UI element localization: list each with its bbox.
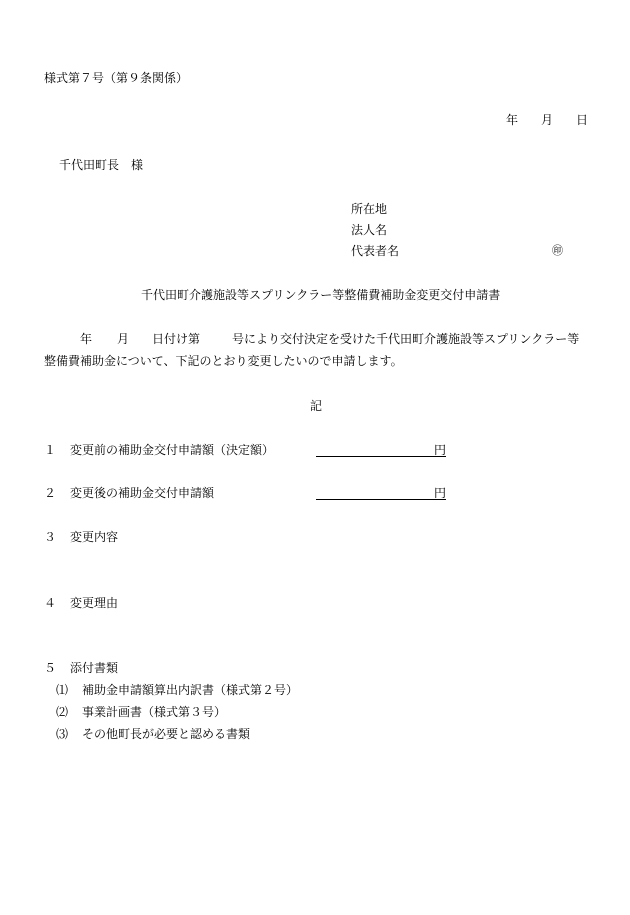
attachment-number: ⑵ <box>56 705 69 719</box>
address-label: 所在地 <box>351 202 388 216</box>
amount-before-field[interactable] <box>316 442 446 457</box>
yen-unit: 円 <box>434 443 447 457</box>
item-number: ２ <box>44 486 57 500</box>
item-label: 変更前の補助金交付申請額（決定額） <box>70 443 275 457</box>
addressee: 千代田町長 様 <box>59 158 144 172</box>
body-month-label: 月 <box>117 332 130 346</box>
body-line1-rest: 号により交付決定を受けた千代田町介護施設等スプリンクラー等 <box>232 332 580 346</box>
body-year-label: 年 <box>80 332 93 346</box>
ki-heading: 記 <box>310 399 323 413</box>
representative-label: 代表者名 <box>351 244 400 258</box>
form-number: 様式第７号（第９条関係） <box>44 71 189 85</box>
item-label: 変更後の補助金交付申請額 <box>70 486 215 500</box>
item-label: 変更内容 <box>70 530 119 544</box>
body-dated-label: 日付け第 <box>152 332 201 346</box>
attachment-number: ⑶ <box>56 727 69 741</box>
item-number: ４ <box>44 596 57 610</box>
document-title: 千代田町介護施設等スプリンクラー等整備費補助金変更交付申請書 <box>141 288 501 302</box>
attachment-label: その他町長が必要と認める書類 <box>82 727 251 741</box>
attachment-number: ⑴ <box>56 683 69 697</box>
item-label: 変更理由 <box>70 596 119 610</box>
corporation-name-label: 法人名 <box>351 223 388 237</box>
body-line2: 整備費補助金について、下記のとおり変更したいので申請します。 <box>44 354 403 368</box>
item-label: 添付書類 <box>70 661 119 675</box>
yen-unit: 円 <box>434 486 447 500</box>
item-number: ５ <box>44 661 57 675</box>
attachment-label: 事業計画書（様式第３号） <box>82 705 227 719</box>
seal-mark: ㊞ <box>552 244 563 257</box>
item-number: ３ <box>44 530 57 544</box>
item-number: １ <box>44 443 57 457</box>
date-month-label: 月 <box>541 113 554 127</box>
date-day-label: 日 <box>576 113 589 127</box>
amount-after-field[interactable] <box>316 485 446 500</box>
date-year-label: 年 <box>506 113 519 127</box>
attachment-label: 補助金申請額算出内訳書（様式第２号） <box>82 683 299 697</box>
